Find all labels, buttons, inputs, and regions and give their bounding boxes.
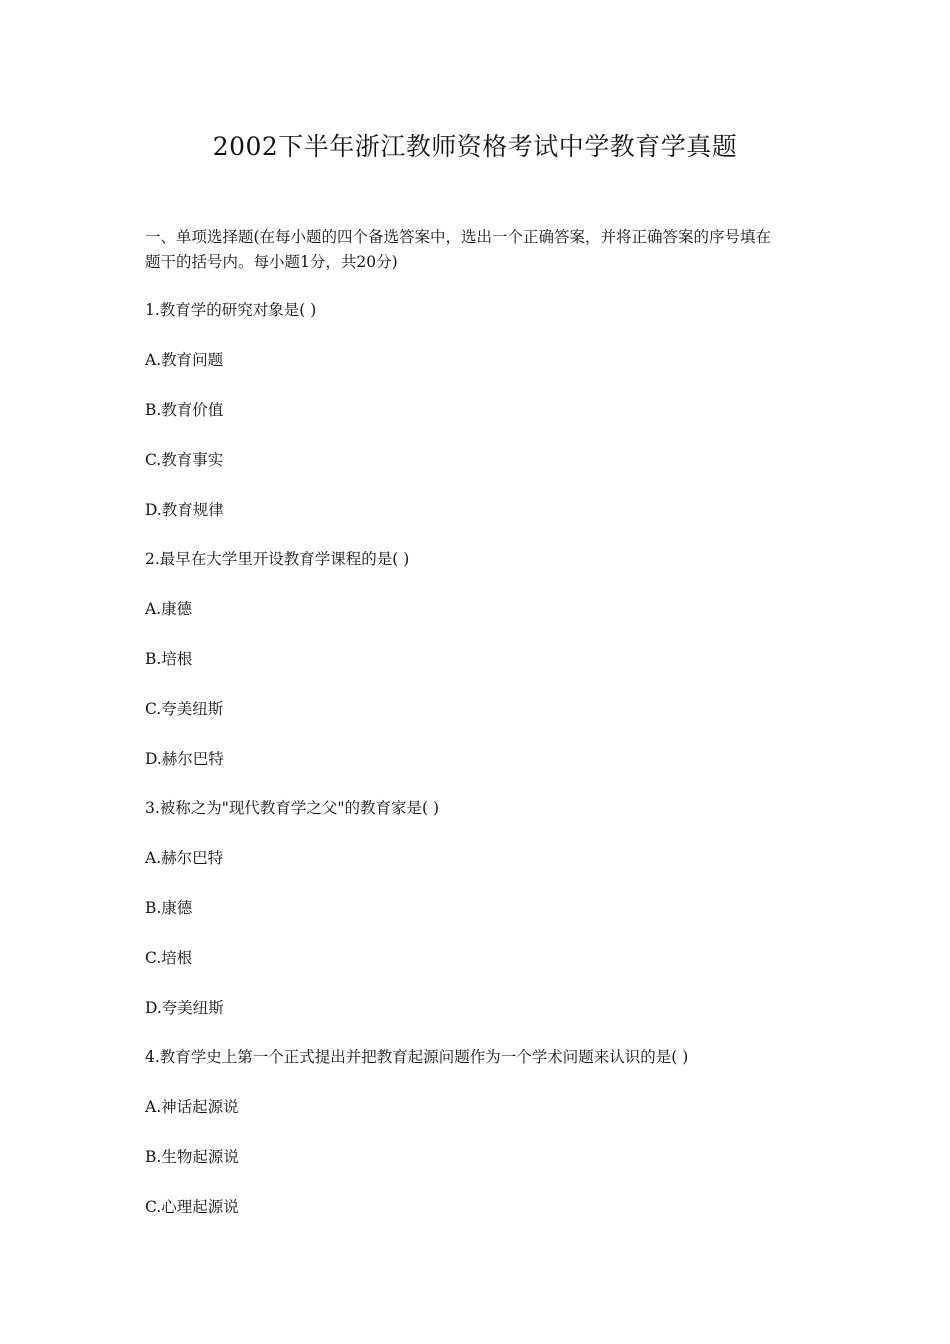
question-1-option-c: C.教育事实: [145, 451, 224, 469]
question-2-option-d: D.赫尔巴特: [145, 750, 224, 768]
document-title: 2002下半年浙江教师资格考试中学教育学真题: [212, 132, 738, 161]
question-1-option-a: A.教育问题: [145, 351, 224, 369]
question-3-option-d: D.夸美纽斯: [145, 999, 224, 1017]
question-1-option-b: B.教育价值: [145, 401, 224, 419]
question-4-stem: 4.教育学史上第一个正式提出并把教育起源问题作为一个学术问题来认识的是( ): [145, 1048, 689, 1066]
question-3-option-c: C.培根: [145, 949, 193, 967]
question-1-stem: 1.教育学的研究对象是( ): [145, 301, 317, 319]
section-instruction-line-2: 题干的括号内。每小题1分，共20分): [145, 253, 398, 271]
question-3-option-a: A.赫尔巴特: [145, 849, 224, 867]
question-2-option-b: B.培根: [145, 650, 193, 668]
question-4-option-c: C.心理起源说: [145, 1198, 239, 1216]
question-4-option-b: B.生物起源说: [145, 1148, 239, 1166]
question-4-option-a: A.神话起源说: [145, 1098, 239, 1116]
question-2-option-a: A.康德: [145, 600, 193, 618]
question-3-stem: 3.被称之为"现代教育学之父"的教育家是( ): [145, 799, 440, 817]
section-instruction-line-1: 一、单项选择题(在每小题的四个备选答案中，选出一个正确答案，并将正确答案的序号填在: [145, 228, 772, 246]
question-1-option-d: D.教育规律: [145, 501, 224, 519]
question-2-option-c: C.夸美纽斯: [145, 700, 224, 718]
question-2-stem: 2.最早在大学里开设教育学课程的是( ): [145, 550, 410, 568]
question-3-option-b: B.康德: [145, 899, 193, 917]
section-instruction: [145, 225, 810, 275]
